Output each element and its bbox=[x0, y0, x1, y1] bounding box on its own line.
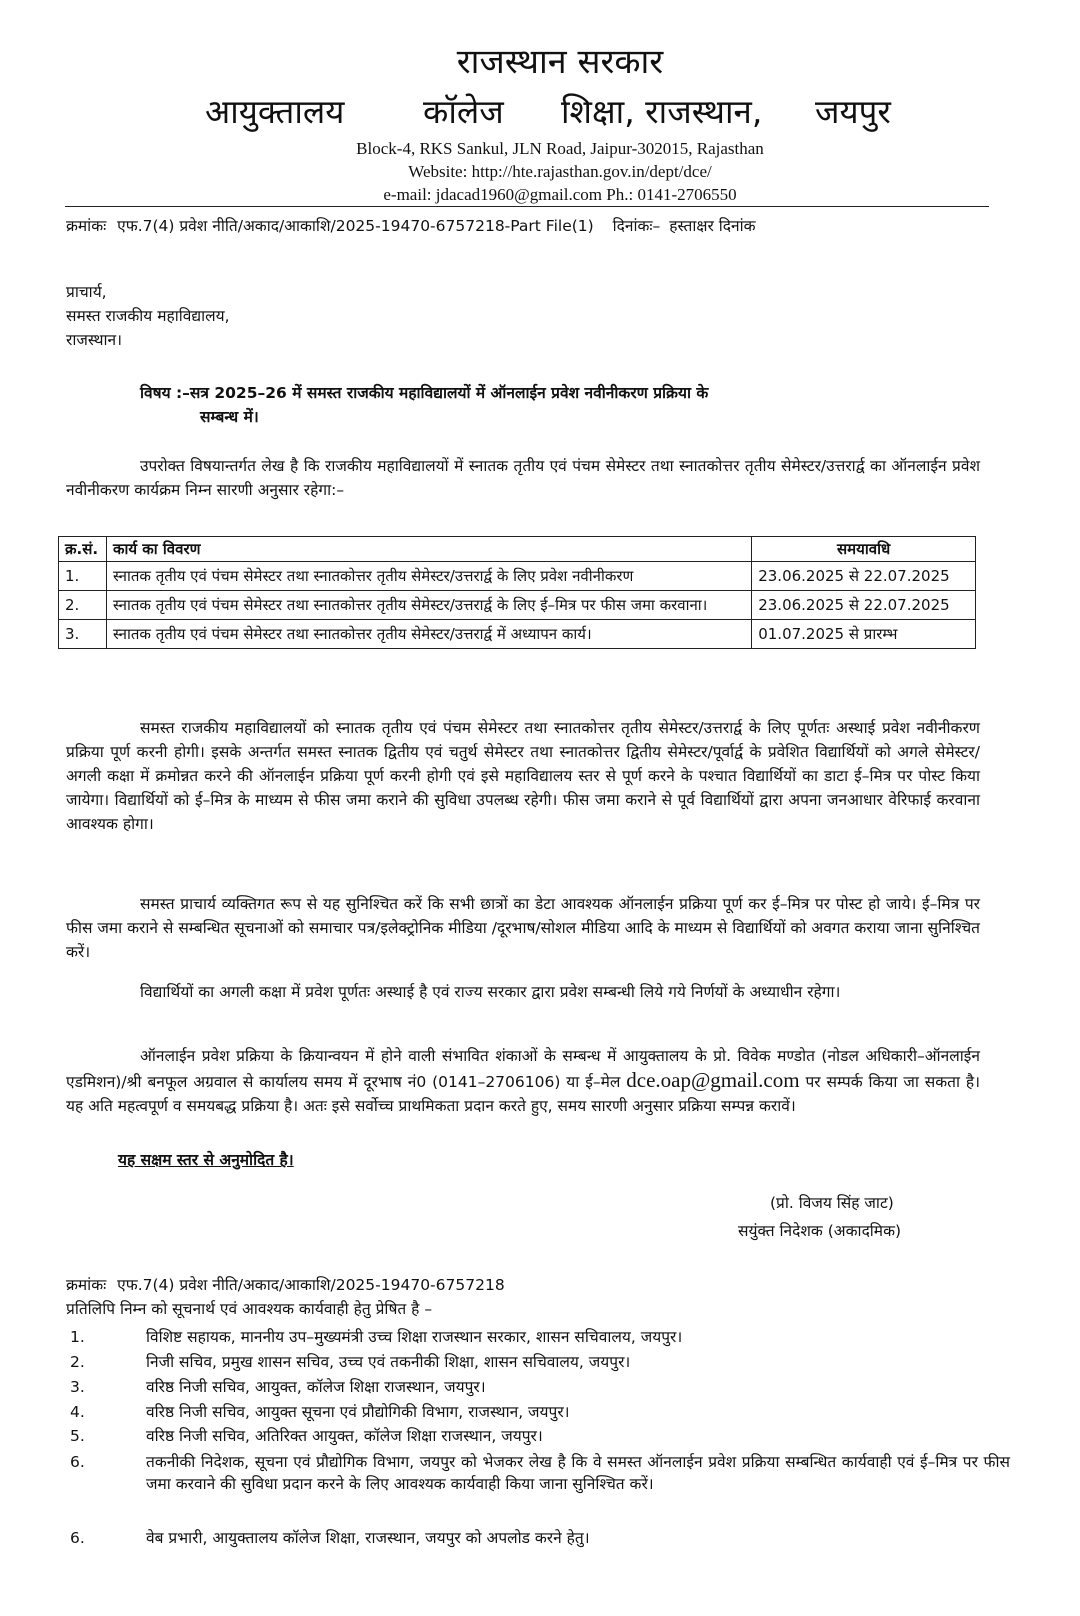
schedule-header-desc: कार्य का विवरण bbox=[106, 537, 751, 562]
table-row bbox=[59, 591, 976, 620]
office-title-part-2: कॉलेज bbox=[423, 92, 504, 131]
office-title-part-4: जयपुर bbox=[815, 92, 891, 131]
copy-item-number: 5. bbox=[70, 1427, 85, 1445]
subject-line-2: सम्बन्ध में। bbox=[200, 408, 259, 426]
schedule-row-period: 23.06.2025 से 22.07.2025 bbox=[752, 591, 976, 620]
schedule-row-no: 1. bbox=[59, 562, 107, 591]
recipient-line-1: प्राचार्य, bbox=[66, 283, 107, 301]
office-title-part-3: शिक्षा, राजस्थान, bbox=[561, 92, 763, 131]
schedule-header-period: समयावधि bbox=[752, 537, 976, 562]
paragraph-1: समस्त राजकीय महाविद्यालयों को स्नातक तृतीय एवं पंचम सेमेस्टर तथा स्नातकोत्तर तृतीय सेमेस्टर/उत्तरार्द्व के लिए पूर्णतः अस्थाई प्रवेश नवीनीकरण प्रक्रिया पूर्ण करनी होगी। इसके अन्तर्गत समस्त स्नातक द्वितीय एवं चतुर्थ सेमेस्टर तथा स्नातकोत्तर द्वितीय सेमेस्टर/पूर्वार्द्व के प्रवेशित विद्यार्थियों को अगले सेमेस्टर/अगली कक्षा में क्रमोन्नत करने की ऑनलाईन प्रक्रिया पूर्ण करनी होगी एवं इसे महाविद्यालय स्तर से पूर्ण करने के पश्चात विद्यार्थियों का डाटा ई–मित्र पर पोस्ट किया जायेगा। विद्यार्थियों को ई–मित्र के माध्यम से फीस जमा कराने की सुविधा उपलब्ध रहेगी। फीस जमा कराने से पूर्व विद्यार्थियों द्वारा अपना जनआधार वेरिफाई करवाना आवश्यक होगा। bbox=[66, 719, 980, 833]
copy-item-number: 6. bbox=[70, 1529, 85, 1547]
paragraph-3: विद्यार्थियों का अगली कक्षा में प्रवेश पूर्णतः अस्थाई है एवं राज्य सरकार द्वारा प्रवेश सम्बन्धी लिये गये निर्णयों के अध्याधीन रहेगा। bbox=[140, 983, 841, 1001]
office-title-part-1: आयुक्तालय bbox=[205, 92, 345, 131]
signatory-designation: सयुंक्त निदेशक (अकादमिक) bbox=[738, 1222, 902, 1240]
list-item bbox=[70, 1326, 1010, 1348]
recipient-line-2: समस्त राजकीय महाविद्यालय, bbox=[66, 307, 230, 325]
ref-date-value: हस्ताक्षर दिनांक bbox=[669, 217, 756, 235]
schedule-row-no: 2. bbox=[59, 591, 107, 620]
copy-item-text: वरिष्ठ निजी सचिव, आयुक्त सूचना एवं प्रौद्योगिकी विभाग, राजस्थान, जयपुर। bbox=[146, 1403, 570, 1421]
list-item bbox=[70, 1376, 1010, 1398]
paragraph-2: समस्त प्राचार्य व्यक्तिगत रूप से यह सुनिश्चित करें कि सभी छात्रों का डेटा आवश्यक ऑनलाईन प्रक्रिया पूर्ण कर ई–मित्र पर पोस्ट हो जाये। ई–मित्र पर फीस जमा कराने से सम्बन्धित सूचनाओं को समाचार पत्र/इलेक्ट्रोनिक मीडिया /दूरभाष/सोशल मीडिया आदि के माध्यम से विद्यार्थियों को अवगत कराया जाना सुनिश्चित करें। bbox=[66, 895, 980, 961]
copy-item-text: वेब प्रभारी, आयुक्तालय कॉलेज शिक्षा, राजस्थान, जयपुर को अपलोड करने हेतु। bbox=[146, 1529, 590, 1547]
paragraph-4 bbox=[66, 1044, 980, 1118]
office-website: Website: http://hte.rajasthan.gov.in/dept/dce/ bbox=[408, 162, 712, 181]
schedule-row-desc: स्नातक तृतीय एवं पंचम सेमेस्टर तथा स्नातकोत्तर तृतीय सेमेस्टर/उत्तरार्द्व के लिए प्रवेश नवीनीकरण bbox=[106, 562, 751, 591]
schedule-header-no: क्र.सं. bbox=[59, 537, 107, 562]
copy-ref-number: एफ.7(4) प्रवेश नीति/अकाद/आकाशि/2025-19470-6757218 bbox=[117, 1276, 505, 1294]
copy-item-number: 2. bbox=[70, 1353, 85, 1371]
copy-item-text: विशिष्ट सहायक, माननीय उप–मुख्यमंत्री उच्च शिक्षा राजस्थान सरकार, शासन सचिवालय, जयपुर। bbox=[146, 1328, 683, 1346]
office-contact: e-mail: jdacad1960@gmail.com Ph.: 0141-2706550 bbox=[383, 185, 737, 204]
table-row bbox=[59, 620, 976, 649]
list-item bbox=[70, 1425, 1010, 1447]
schedule-row-period: 23.06.2025 से 22.07.2025 bbox=[752, 562, 976, 591]
list-item bbox=[70, 1401, 1010, 1423]
govt-title: राजस्थान सरकार bbox=[456, 42, 664, 82]
table-row bbox=[59, 562, 976, 591]
support-email: dce.oap@gmail.com bbox=[626, 1068, 800, 1092]
copy-intro: प्रतिलिपि निम्न को सूचनार्थ एवं आवश्यक कार्यवाही हेतु प्रेषित है – bbox=[66, 1300, 433, 1318]
copy-item-text: निजी सचिव, प्रमुख शासन सचिव, उच्च एवं तकनीकी शिक्षा, शासन सचिवालय, जयपुर। bbox=[146, 1353, 631, 1371]
ref-line bbox=[66, 214, 986, 238]
schedule-row-no: 3. bbox=[59, 620, 107, 649]
copy-item-number: 3. bbox=[70, 1378, 85, 1396]
copy-item-text: वरिष्ठ निजी सचिव, अतिरिक्त आयुक्त, कॉलेज शिक्षा राजस्थान, जयपुर। bbox=[146, 1427, 543, 1445]
copy-item-number: 1. bbox=[70, 1328, 85, 1346]
schedule-row-desc: स्नातक तृतीय एवं पंचम सेमेस्टर तथा स्नातकोत्तर तृतीय सेमेस्टर/उत्तरार्द्व में अध्यापन कार्य। bbox=[106, 620, 751, 649]
copy-ref-line bbox=[66, 1273, 505, 1297]
schedule-header-row bbox=[59, 537, 976, 562]
copy-item-number: 4. bbox=[70, 1403, 85, 1421]
list-item bbox=[70, 1527, 1010, 1549]
recipient-line-3: राजस्थान। bbox=[66, 331, 122, 349]
paragraph-4-start: ऑनलाईन प्रवेश प्रक्रिया के क्रियान्वयन में होने वाली संभावित शंकाओं के सम्बन्ध में आयुक्तालय के प्रो. विवेक मण्डोत (नोडल अधिकारी–ऑनलाईन एडमिशन)/श्री बनफूल अग्रवाल से कार्यालय समय में दूरभाष नं0 (0141–2706106) या ई–मेल bbox=[66, 1047, 980, 1091]
list-item bbox=[70, 1351, 1010, 1373]
copy-item-number: 6. bbox=[70, 1453, 85, 1471]
office-address: Block-4, RKS Sankul, JLN Road, Jaipur-302015, Rajasthan bbox=[356, 139, 764, 158]
schedule-row-period: 01.07.2025 से प्रारम्भ bbox=[752, 620, 976, 649]
copy-item-text: तकनीकी निदेशक, सूचना एवं प्रौद्योगिक विभाग, जयपुर को भेजकर लेख है कि वे समस्त ऑनलाईन प्रवेश प्रक्रिया सम्बन्धित कार्यवाही एवं ई–मित्र पर फीस जमा करवाने की सुविधा प्रदान करने के लिए आवश्यक कार्यवाही किया जाना सुनिश्चित करें। bbox=[146, 1453, 1010, 1493]
ref-label: क्रमांकः bbox=[66, 217, 107, 235]
subject-line-1: विषय :–सत्र 2025–26 में समस्त राजकीय महाविद्यालयों में ऑनलाईन प्रवेश नवीनीकरण प्रक्रिया के bbox=[140, 384, 709, 402]
list-item bbox=[70, 1451, 1010, 1521]
schedule-table bbox=[58, 536, 976, 649]
office-title bbox=[205, 92, 925, 132]
ref-date-label: दिनांकः– bbox=[612, 217, 661, 235]
header-divider bbox=[65, 206, 989, 207]
copy-item-text: वरिष्ठ निजी सचिव, आयुक्त, कॉलेज शिक्षा राजस्थान, जयपुर। bbox=[146, 1378, 486, 1396]
copy-ref-label: क्रमांकः bbox=[66, 1276, 107, 1294]
signatory-name: (प्रो. विजय सिंह जाट) bbox=[770, 1194, 894, 1212]
intro-paragraph: उपरोक्त विषयान्तर्गत लेख है कि राजकीय महाविद्यालयों में स्नातक तृतीय एवं पंचम सेमेस्टर तथा स्नातकोत्तर तृतीय सेमेस्टर/उत्तरार्द्व का ऑनलाईन प्रवेश नवीनीकरण कार्यक्रम निम्न सारणी अनुसार रहेगा:– bbox=[66, 457, 980, 499]
ref-number: एफ.7(4) प्रवेश नीति/अकाद/आकाशि/2025-19470-6757218-Part File(1) bbox=[117, 217, 594, 235]
approval-note: यह सक्षम स्तर से अनुमोदित है। bbox=[118, 1151, 294, 1169]
paragraph-4-end: पर सम्पर्क किया जा सकता है। यह अति महत्वपूर्ण व समयबद्ध प्रक्रिया है। अतः इसे सर्वोच्च प्राथमिकता प्रदान करते हुए, समय सारणी अनुसार प्रक्रिया सम्पन्न करावें। bbox=[66, 1073, 980, 1115]
schedule-row-desc: स्नातक तृतीय एवं पंचम सेमेस्टर तथा स्नातकोत्तर तृतीय सेमेस्टर/उत्तरार्द्व के लिए ई–मित्र पर फीस जमा करवाना। bbox=[106, 591, 751, 620]
